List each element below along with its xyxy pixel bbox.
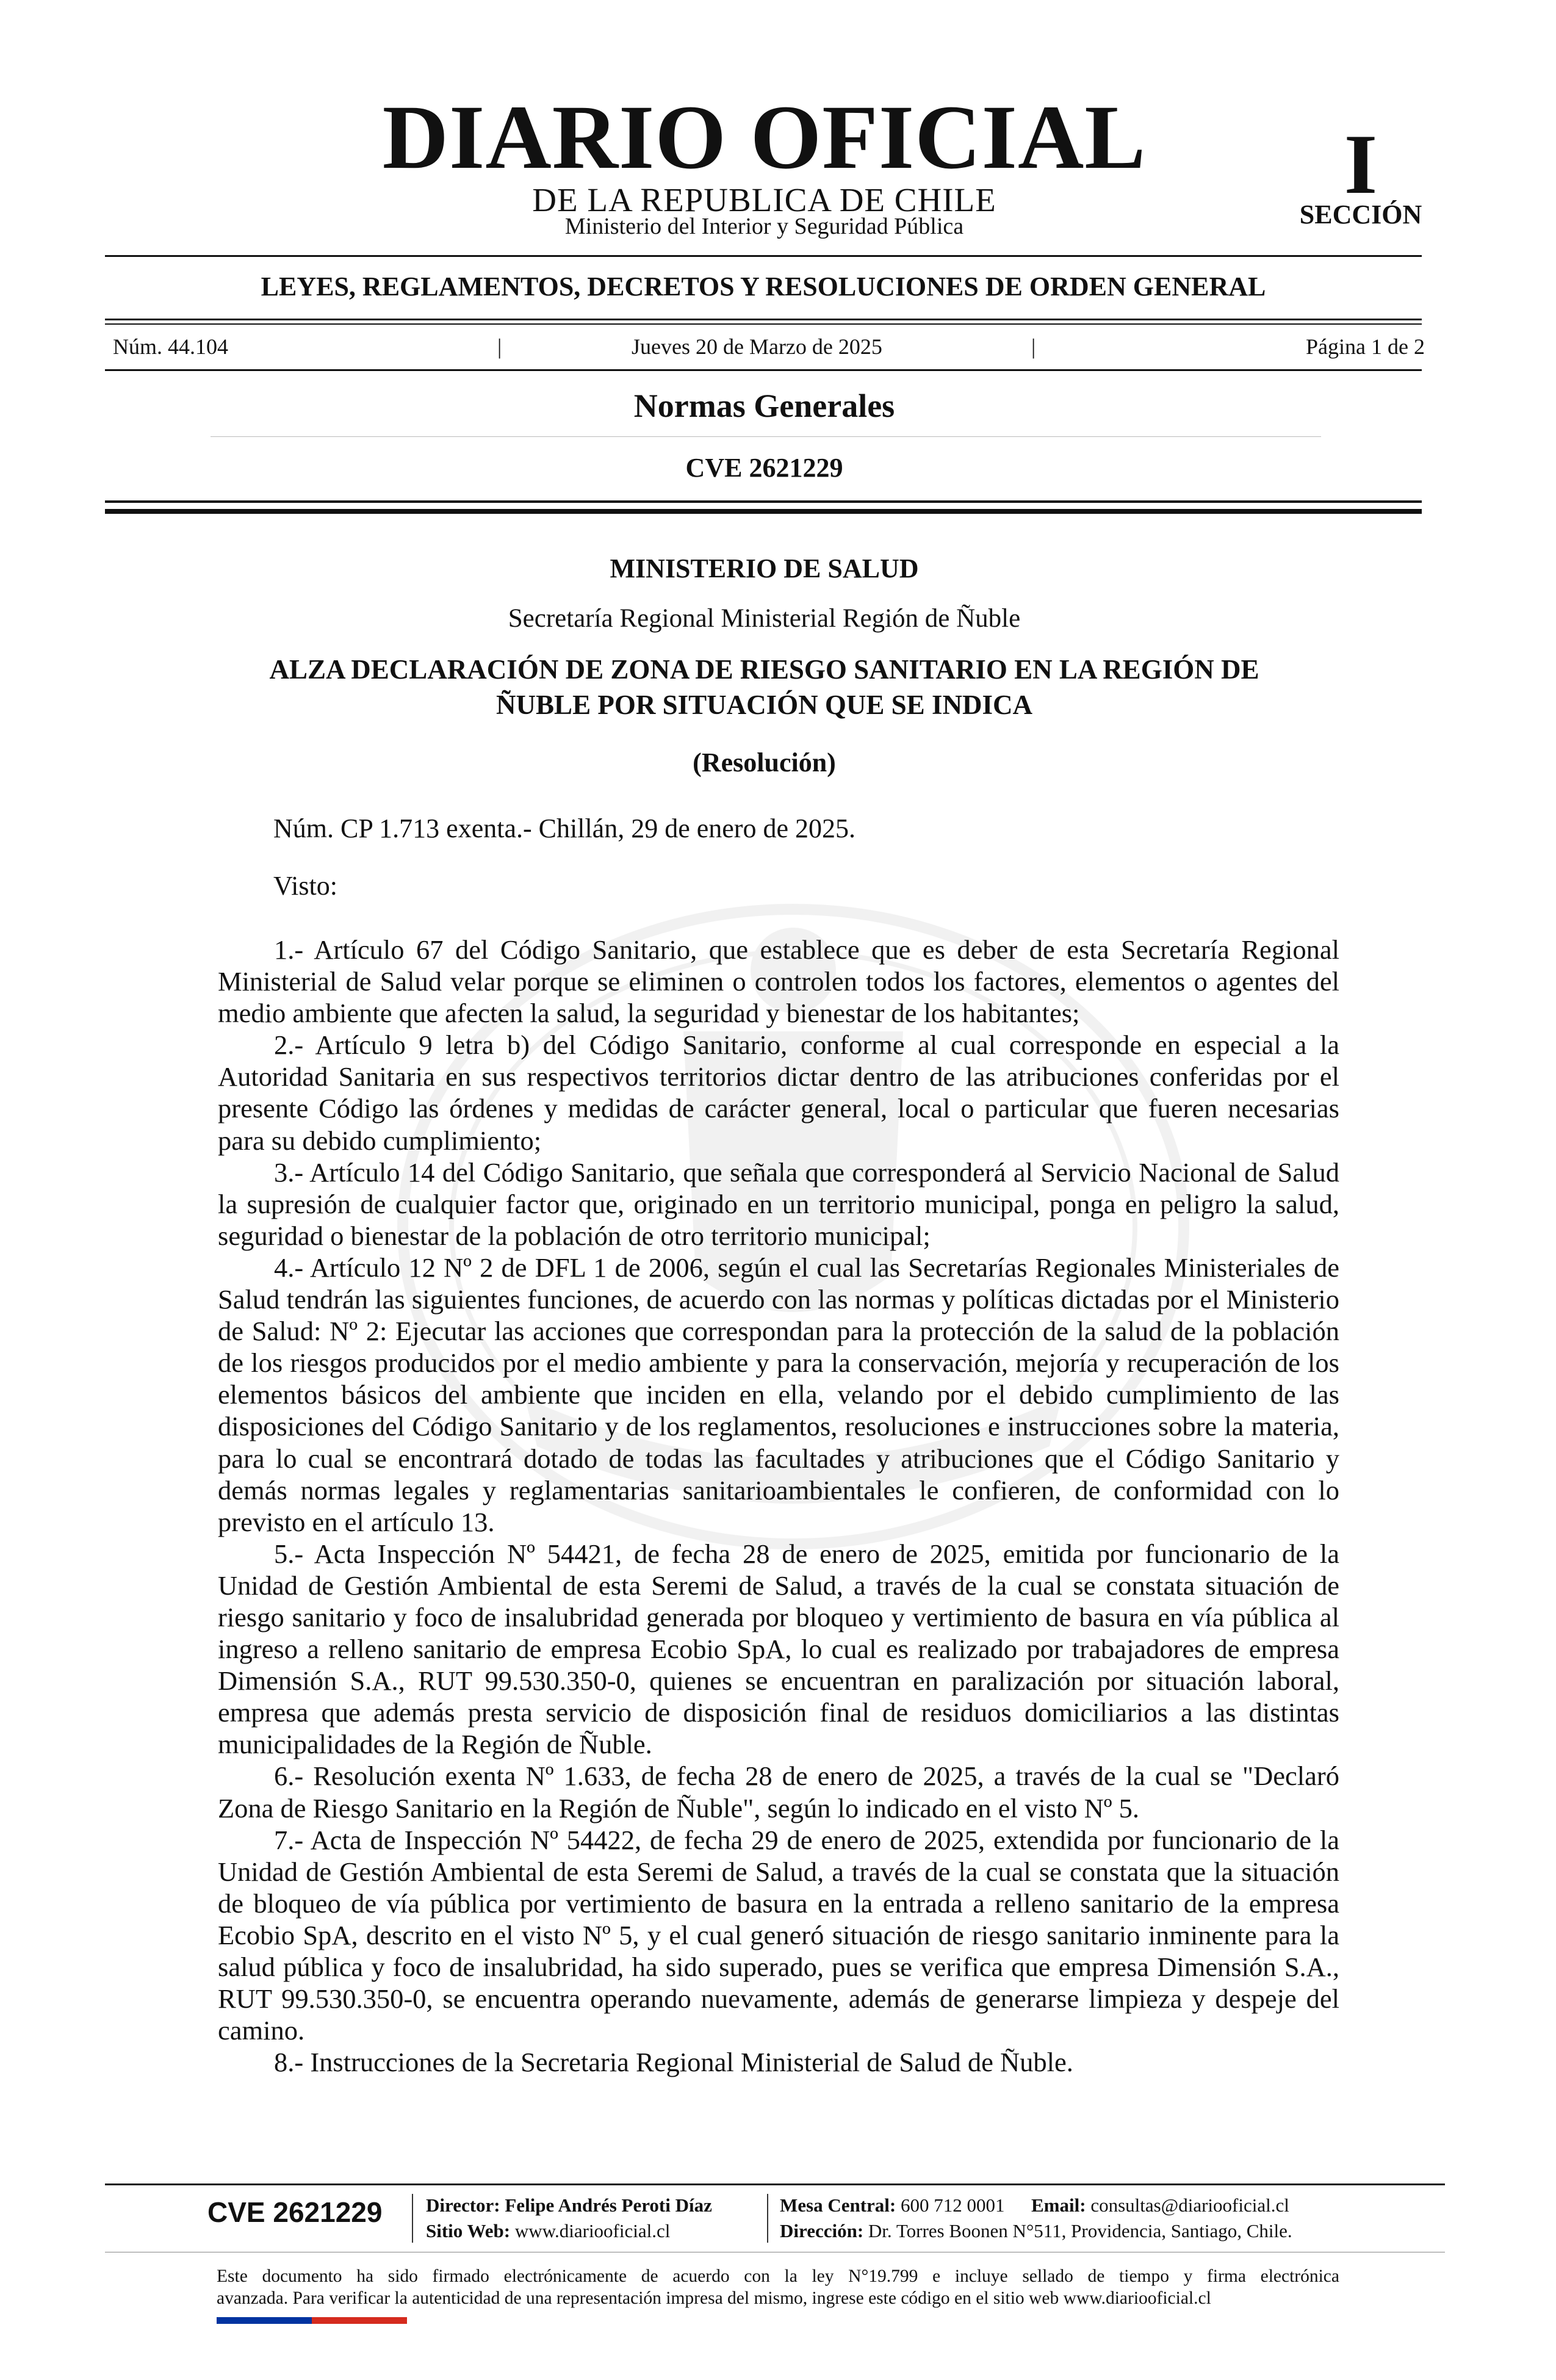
issue-number: Núm. 44.104 xyxy=(113,334,228,359)
mesa-label: Mesa Central: xyxy=(780,2194,896,2216)
visto-item: 2.- Artículo 9 letra b) del Código Sanitario, conforme al cual corresponde en especial a la Autoridad Sanitaria en sus respectivos territorios dictar dentro de las atribuciones conferidas por el presente Código las órdenes y medidas de carácter general, local o particular que fueren necesarias para su debido cumplimiento; xyxy=(218,1030,1339,1156)
mesa-value: 600 712 0001 xyxy=(901,2194,1005,2216)
address-value: Dr. Torres Boonen N°511, Providencia, Santiago, Chile. xyxy=(868,2220,1292,2241)
section-title: Normas Generales xyxy=(633,388,895,424)
footer-note xyxy=(217,2265,1339,2309)
visto-heading: Visto: xyxy=(273,871,337,901)
body-text xyxy=(218,934,1339,2078)
footer-divider xyxy=(412,2194,413,2243)
header-rule xyxy=(105,323,1422,325)
visto-item: 3.- Artículo 14 del Código Sanitario, que señala que corresponderá al Servicio Nacional de Salud la supresión de cualquier factor que, originado en un territorio municipal, ponga en peligro la salud, seguridad o bienestar de la población de otro territorio municipal; xyxy=(218,1156,1339,1251)
header-rule xyxy=(105,319,1422,320)
issue-date: Jueves 20 de Marzo de 2025 xyxy=(632,334,882,359)
resolution-label: (Resolución) xyxy=(693,748,836,777)
footer-rule xyxy=(105,2183,1445,2185)
resolution-number: Núm. CP 1.713 exenta.- Chillán, 29 de enero de 2025. xyxy=(273,813,855,843)
separator: | xyxy=(1031,334,1036,359)
masthead-ministry: Ministerio del Interior y Seguridad Pública xyxy=(564,214,964,239)
cve-code: CVE 2621229 xyxy=(685,453,843,483)
visto-item: 8.- Instrucciones de la Secretaria Regional Ministerial de Salud de Ñuble. xyxy=(274,2047,1073,2078)
flag-stripe xyxy=(217,2317,407,2324)
masthead-title: DIARIO OFICIAL xyxy=(382,87,1147,188)
address-label: Dirección: xyxy=(780,2220,864,2241)
footer-address xyxy=(780,2221,1292,2240)
footer-divider xyxy=(767,2194,768,2243)
divider xyxy=(105,509,1422,514)
divider xyxy=(105,500,1422,503)
resolution-title-line: ÑUBLE POR SITUACIÓN QUE SE INDICA xyxy=(496,690,1032,720)
footer-director xyxy=(426,2196,712,2215)
footer-note-line: avanzada. Para verificar la autenticidad de una representación impresa del mismo, ingrese este código en el sitio web www.diariooficial.cl xyxy=(217,2288,1211,2308)
resolution-title xyxy=(0,652,1529,723)
section-label: SECCIÓN xyxy=(1299,200,1422,229)
director-label: Director: xyxy=(426,2194,500,2216)
ministry-heading: MINISTERIO DE SALUD xyxy=(610,554,919,583)
separator: | xyxy=(497,334,502,359)
category-heading: LEYES, REGLAMENTOS, DECRETOS Y RESOLUCIONES DE ORDEN GENERAL xyxy=(261,272,1266,301)
issue-info-row xyxy=(113,334,1425,359)
email-label: Email: xyxy=(1031,2194,1086,2216)
visto-item: 6.- Resolución exenta Nº 1.633, de fecha 28 de enero de 2025, a través de la cual se "Declaró Zona de Riesgo Sanitario en la Región de Ñuble", según lo indicado en el visto Nº 5. xyxy=(218,1761,1339,1823)
director-name: Felipe Andrés Peroti Díaz xyxy=(505,2194,712,2216)
web-label: Sitio Web: xyxy=(426,2220,511,2241)
masthead-subtitle: DE LA REPUBLICA DE CHILE xyxy=(532,181,996,218)
divider xyxy=(211,436,1321,437)
flag-blue-segment xyxy=(217,2317,312,2324)
email-link[interactable]: consultas@diariooficial.cl xyxy=(1090,2194,1289,2216)
footer-website xyxy=(426,2221,670,2240)
seremi-heading: Secretaría Regional Ministerial Región de Ñuble xyxy=(508,604,1021,633)
visto-item: 1.- Artículo 67 del Código Sanitario, que establece que es deber de esta Secretaría Regional Ministerial de Salud velar porque se eliminen o controlen todos los factores, elementos o agentes del medio ambiente que afecten la salud, la seguridad y bienestar de los habitantes; xyxy=(218,934,1339,1029)
footer-cve-code: CVE 2621229 xyxy=(207,2196,383,2228)
web-link[interactable]: www.diariooficial.cl xyxy=(514,2220,671,2241)
visto-item: 7.- Acta de Inspección Nº 54422, de fecha 29 de enero de 2025, extendida por funcionario de la Unidad de Gestión Ambiental de esta Seremi de Salud, a través de la cual se constata que la situación de bloqueo de vía pública por vertimiento de basura en la entrada a relleno sanitario de la empresa Ecobio SpA, descrito en el visto Nº 5, y el cual generó situación de riesgo sanitario inminente para la salud pública y foco de insalubridad, ha sido superado, pues se verifica que empresa Dimensión S.A., RUT 99.530.350-0, se encuentra operando nuevamente, además de generarse limpieza y despeje del camino. xyxy=(218,1824,1339,2046)
footer-note-line: Este documento ha sido firmado electrónicamente de acuerdo con la ley N°19.799 e incluye sellado de tiempo y firma electrónica xyxy=(217,2266,1339,2286)
section-number: I xyxy=(1344,117,1378,212)
header-rule xyxy=(105,369,1422,371)
header-rule xyxy=(105,255,1422,257)
page-number: Página 1 de 2 xyxy=(1306,334,1425,359)
visto-item: 4.- Artículo 12 Nº 2 de DFL 1 de 2006, según el cual las Secretarías Regionales Ministeriales de Salud tendrán las siguientes funciones, de acuerdo con las normas y políticas dictadas por el Ministerio de Salud: Nº 2: Ejecutar las acciones que correspondan para la protección de la salud de la población de los riesgos producidos por el medio ambiente y para la conservación, mejoría y recuperación de los elementos básicos del ambiente que inciden en ella, velando por el debido cumplimiento de las disposiciones del Código Sanitario y de los reglamentos, resoluciones e instrucciones sobre la materia, para lo cual se encontrará dotado de todas las facultades y atribuciones que el Código Sanitario y demás normas legales y reglamentarias sanitarioambientales le confieren, de conformidad con lo previsto en el artículo 13. xyxy=(218,1252,1339,1537)
visto-item: 5.- Acta Inspección Nº 54421, de fecha 28 de enero de 2025, emitida por funcionario de la Unidad de Gestión Ambiental de esta Seremi de Salud, a través de la cual se constata situación de riesgo sanitario y foco de insalubridad generada por bloqueo y vertimiento de basura en vía pública al ingreso a relleno sanitario de empresa Ecobio SpA, lo cual es realizado por trabajadores de empresa Dimensión S.A., RUT 99.530.350-0, quienes se encuentran en paralización por situación laboral, empresa que además presta servicio de disposición final de residuos domiciliarios a las distintas municipalidades de la Región de Ñuble. xyxy=(218,1538,1339,1760)
flag-red-segment xyxy=(312,2317,407,2324)
resolution-title-line: ALZA DECLARACIÓN DE ZONA DE RIESGO SANITARIO EN LA REGIÓN DE xyxy=(269,654,1259,685)
footer-contact xyxy=(780,2196,1289,2215)
